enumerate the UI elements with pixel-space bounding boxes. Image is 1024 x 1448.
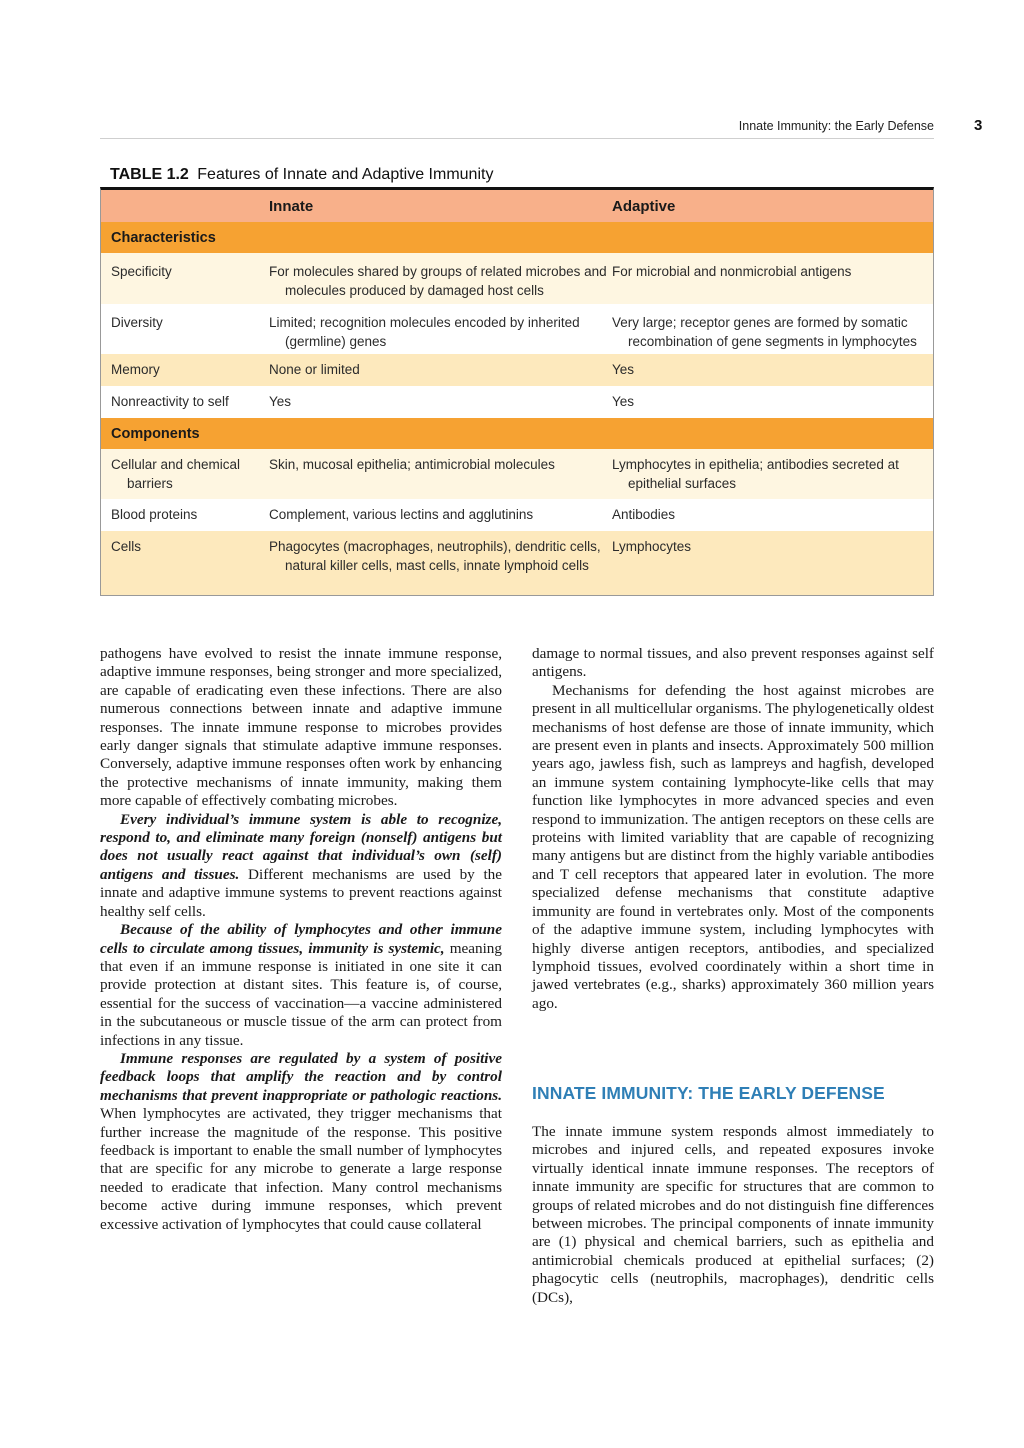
paragraph-emphasis: Because of the ability of lymphocytes and other immune cells to circulate among tissues, immunity is systemic, [100,921,502,957]
table-caption [110,166,493,184]
innate-cell: Limited; recognition molecules encoded by inherited (germline) genes [269,315,580,349]
innate-cell: For molecules shared by groups of related microbes and molecules produced by damaged host cells [269,264,607,298]
paragraph-emphasis: Every individual’s immune system is able to recognize, respond to, and eliminate many foreign (nonself) antigens but does not usually react against that individual’s own (self) antigens and tissues. [100,810,502,883]
feature-cell: Cellular and chemical barriers [111,457,241,491]
table-title: Features of Innate and Adaptive Immunity [197,166,494,183]
adaptive-cell: Very large; receptor genes are formed by somatic recombination of gene segments in lymphocytes [612,315,917,349]
table-row [101,386,933,418]
feature-cell: Blood proteins [111,507,198,522]
left-text-column [100,645,502,1234]
paragraph-text: When lymphocytes are activated, they trigger mechanisms that further increase the magnitude of the response. This positive feedback is important to enable the small number of lymphocytes that are specific for any microbe to generate a large response needed to eradicate that infection. Many control mechanisms become active during immune responses, which prevent excessive activation of lymphocytes that could cause collateral [100,1105,502,1233]
innate-cell: None or limited [269,362,360,377]
table-row [101,531,933,595]
paragraph-emphasis: Immune responses are regulated by a system of positive feedback loops that amplify the reaction and by control mechanisms that prevent inappropriate or pathologic reactions. [100,1049,502,1104]
table-row [101,499,933,531]
paragraph-text: meaning that even if an immune response is initiated in one site it can provide protection at distant sites. This feature is, of course, essential for the success of vaccination—a vaccine administered in the subcutaneous or muscle tissue of the arm can protect from infections in any tissue. [100,939,502,1049]
paragraph: The innate immune system responds almost immediately to microbes and injured cells, and repeated exposures invoke virtually identical innate immune responses. The receptors of innate immunity are specific for structures that are common to groups of related microbes and do not distinguish fine differences between microbes. The principal components of innate immunity are (1) physical and chemical barriers, such as epithelia and antimicrobial chemicals produced at epithelial surfaces; (2) phagocytic cells (neutrophils, macrophages), dendritic cells (DCs), [532,1123,934,1306]
innate-cell: Phagocytes (macrophages, neutrophils), dendritic cells, natural killer cells, mast cells, innate lymphoid cells [269,539,601,573]
paragraph: Mechanisms for defending the host against microbes are present in all multicellular organisms. The phylogenetically oldest mechanisms of host defense are those of innate immunity, which are present even in plants and insects. Approximately 500 million years ago, jawless fish, such as lampreys and hagfish, developed an immune system containing lymphocyte-like cells that may function like lymphocytes in more advanced species and even respond to immunization. The antigen receptors on these cells are proteins with limited variablity that are capable of recognizing many antigens but are distinct from the highly variable antibodies and T cell receptors that appeared later in evolution. The more specialized defense mechanisms that constitute adaptive immunity are found in vertebrates only. Most of the components of the adaptive immune system, including lymphocytes with highly diverse antigen receptors, antibodies, and specialized lymphoid tissues, evolved coordinately within a short time in jawed vertebrates (e.g., sharks) approximately 360 million years ago. [532,681,934,1012]
section-row-components [101,418,933,449]
column-header-innate: Innate [269,198,314,215]
adaptive-cell: Antibodies [612,507,676,522]
paragraph [100,921,502,1050]
paragraph [100,1050,502,1234]
innate-cell: Yes [269,394,292,409]
paragraph: damage to normal tissues, and also prevent responses against self antigens. [532,645,934,681]
feature-cell: Cells [111,539,142,554]
table-row [101,354,933,386]
adaptive-cell: Lymphocytes [612,539,692,554]
adaptive-cell: Yes [612,362,635,377]
features-table [100,187,934,596]
paragraph-text: Different mechanisms are used by the innate and adaptive immune systems to prevent reactions against healthy self cells. [100,865,502,920]
section-heading: INNATE IMMUNITY: THE EARLY DEFENSE [532,1083,885,1103]
section-row-characteristics [101,222,933,253]
running-title: Innate Immunity: the Early Defense [738,119,934,133]
table-row [101,449,933,499]
table-row [101,253,933,304]
innate-cell: Skin, mucosal epithelia; antimicrobial molecules [269,457,555,472]
column-header-adaptive: Adaptive [612,198,676,215]
section-label: Components [111,426,200,442]
adaptive-cell: For microbial and nonmicrobial antigens [612,264,852,279]
feature-cell: Diversity [111,315,163,330]
section-label: Characteristics [111,230,216,246]
section-body [532,1123,934,1307]
feature-cell: Nonreactivity to self [111,394,229,409]
table-row [101,304,933,354]
page-number: 3 [974,117,983,134]
table-header-row [101,190,933,222]
innate-cell: Complement, various lectins and agglutinins [269,507,534,522]
feature-cell: Specificity [111,264,172,279]
paragraph [100,811,502,921]
feature-cell: Memory [111,362,160,377]
paragraph-text: pathogens have evolved to resist the innate immune response, adaptive immune responses, being stronger and more specialized, are capable of eradicating even these infections. There are also numerous connections between innate and adaptive immune responses. The innate immune response to microbes provides early danger signals that stimulate adaptive immune responses. Conversely, adaptive immune responses often work by enhancing the protective mechanisms of innate immunity, making them more capable of effectively combating microbes. [100,645,502,810]
adaptive-cell: Lymphocytes in epithelia; antibodies secreted at epithelial surfaces [612,457,899,491]
adaptive-cell: Yes [612,394,635,409]
running-header [100,118,934,139]
right-text-column [532,645,934,1013]
paragraph [100,645,502,811]
table-number: TABLE 1.2 [110,166,189,183]
